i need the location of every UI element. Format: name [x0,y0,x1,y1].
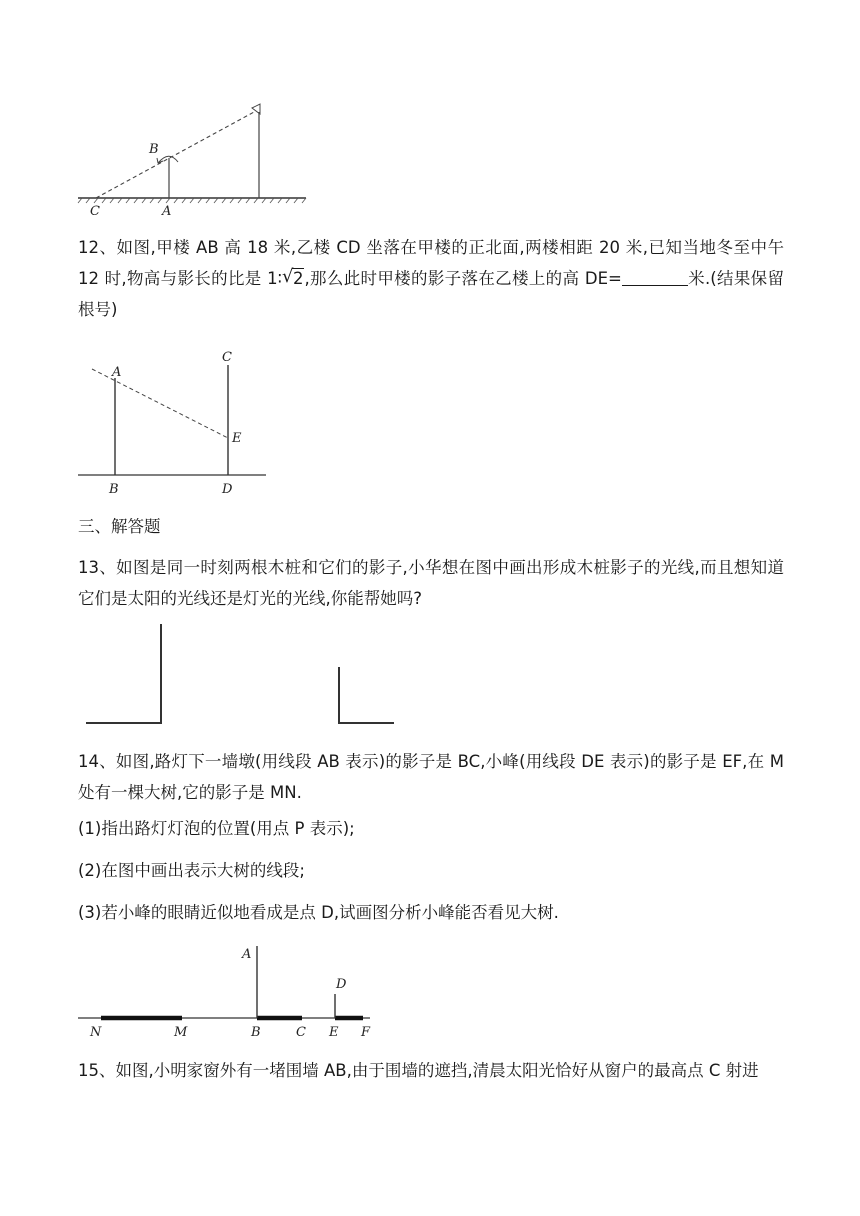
label-d: D [222,482,233,495]
label-m: M [174,1025,188,1040]
label-e: E [329,1025,339,1040]
figure-q13 [80,622,400,728]
figure-q12 [78,345,278,495]
light-ray-dashed [96,112,254,198]
label-d: D [336,977,347,992]
label-f: F [361,1025,371,1040]
question-14: 14、如图,路灯下一墙墩(用线段 AB 表示)的影子是 BC,小峰(用线段 DE 表示)的影子是 EF,在 M 处有一棵大树,它的影子是 MN. [78,752,784,802]
figure-q11 [74,100,314,222]
label-b: B [109,482,119,495]
section-title: 三、解答题 [78,517,161,536]
label-b: B [251,1025,261,1040]
label-b: B [149,142,159,157]
q14-sub-3: (3)若小峰的眼睛近似地看成是点 D,试画图分析小峰能否看见大树. [78,903,559,922]
q14-sub-1: (1)指出路灯灯泡的位置(用点 P 表示); [78,819,355,838]
q12-text-after: 米.(结果保留根号) [78,269,784,319]
question-12 [78,232,784,325]
label-c: C [222,350,232,365]
answer-blank[interactable] [622,269,688,286]
question-13: 13、如图是同一时刻两根木桩和它们的影子,小华想在图中画出形成木桩影子的光线,而且想知道它们是太阳的光线还是灯光的光线,你能帮她吗? [78,558,784,608]
figure-q14 [78,938,378,1044]
label-e: E [232,431,242,446]
label-c: C [296,1025,306,1040]
label-a: A [162,204,172,219]
label-n: N [90,1025,102,1040]
q14-sub-2: (2)在图中画出表示大树的线段; [78,861,305,880]
sqrt-expression: √ 2 [281,266,304,288]
label-c: C [90,204,100,219]
stake-1-with-shadow [86,624,161,723]
stake-2-with-shadow [339,667,394,723]
q12-text-before: 12、如图,甲楼 AB 高 18 米,乙楼 CD 坐落在甲楼的正北面,两楼相距 20 米,已知当地冬至中午 12 时,物高与影长的比是 1∶ [78,238,784,288]
label-a: A [112,365,122,380]
q12-text-mid: ,那么此时甲楼的影子落在乙楼上的高 DE= [304,269,622,288]
question-15: 15、如图,小明家窗外有一堵围墙 AB,由于围墙的遮挡,清晨太阳光恰好从窗户的最高点 C 射进 [78,1061,759,1080]
label-a: A [242,947,252,962]
